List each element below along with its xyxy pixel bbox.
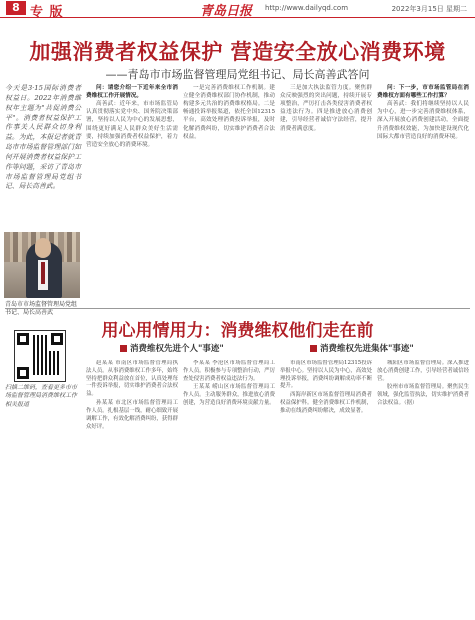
paragraph: 李某某 李沧区市场监督管理局工作人员。积极参与专项整治行动，严厉查处侵害消费者权益违法行为。 (183, 360, 275, 382)
interview-body (86, 84, 470, 306)
person-face (35, 238, 51, 258)
individuals-label-text: 消费维权先进个人"事迹" (130, 344, 224, 354)
page-number: 8 (6, 1, 26, 15)
paragraph: 市南区市场监督管理局12315投诉举报中心。坚持以人民为中心，高效处理投诉举报，消费纠纷调解成功率不断提升。 (280, 360, 372, 390)
qr-finder (17, 333, 29, 345)
collectives-section-label (310, 342, 414, 354)
intro-text: 今天是3·15国际消费者权益日。2022年消费维权年主题为"共促消费公平"。消费者权益保护工作事关人民群众切身利益。为此，本报记者就青岛市市场监督管理部门如何开展消费者权益保护工作等问题，采访了青岛市市场监督管理局党组书记、局长高善武。 (5, 84, 81, 191)
individuals-section-label (120, 342, 224, 354)
person-tie (41, 262, 45, 284)
qr-modules (49, 351, 61, 375)
issue-date: 2022年3月15日 星期二 (391, 5, 467, 13)
paragraph: 高善武：近年来，市市场监管局认真贯彻落实党中央、国务院决策部署，坚持以人民为中心的发展思想，围绕更好满足人民群众美好生活需要，持续加强消费者权益保护，着力营造安全放心的消费环境。 (86, 101, 178, 148)
site-url[interactable]: http://www.dailyqd.com (265, 4, 349, 12)
paragraph: 问：请您介绍一下近年来全市消费维权工作开展情况。 (86, 85, 178, 100)
lower-column-3 (280, 360, 372, 616)
qr-code[interactable] (14, 330, 66, 382)
portrait-photo (4, 232, 80, 298)
paragraph: 胶州市市场监督管理局。聚焦民生领域，强化监管执法，切实维护消费者合法权益。（据） (377, 384, 469, 407)
square-bullet-icon (310, 345, 317, 352)
article-column-3 (280, 84, 372, 306)
paragraph: 西海岸新区市场监督管理局消费者权益保护科。健全消费维权工作机制，推动在线消费纠纷解决，成效显著。 (280, 392, 372, 414)
lower-column-1 (86, 360, 178, 616)
article-column-1 (86, 84, 178, 306)
collectives-label-text: 消费维权先进集体"事迹" (320, 344, 414, 354)
intro-box (5, 84, 81, 228)
page-header (0, 0, 475, 18)
lower-column-4 (377, 360, 469, 616)
lower-column-2 (183, 360, 275, 616)
sub-headline: ——青岛市市场监督管理局党组书记、局长高善武答问 (105, 68, 370, 81)
paragraph: 孙某某 市北区市场监督管理局工作人员。扎根基层一线，耐心细致开展调解工作，有效化解消费纠纷，获得群众好评。 (86, 400, 178, 430)
paragraph: 赵某某 市南区市场监督管理局执法人员。从事消费维权工作多年，始终坚持把群众利益放在首位，认真处理每一件投诉举报，切实维护消费者合法权益。 (86, 360, 178, 398)
article-column-4 (377, 84, 469, 306)
paragraph: 三是加大执法监管力度。聚焦群众反映强烈的突出问题，持续开展专项整治，严厉打击各类侵害消费者权益违法行为。四是推进放心消费创建，引导经营者诚信守法经营，提升消费者满意度。 (280, 85, 372, 132)
paragraph: 高善武：我们将继续坚持以人民为中心，进一步完善消费维权体系，深入开展放心消费创建活动，全面提升消费维权效能，为加快建设现代化国际大都市营造良好的消费环境。 (377, 101, 469, 140)
section2-headline: 用心用情用力：消费维权他们走在前 (101, 321, 374, 341)
masthead: 青岛日报 (200, 4, 253, 19)
article-column-2 (183, 84, 275, 306)
qr-modules (33, 335, 47, 375)
paragraph: 王某某 崂山区市场监督管理局工作人员。主动服务群众，推进放心消费创建，为营造良好消费环境贡献力量。 (183, 384, 275, 407)
paragraph: 一是完善消费维权工作机制。建立健全消费维权部门协作机制，推动构建多元共治的消费维权格局。二是畅通投诉举报渠道，依托全国12315平台，高效处理消费投诉举报，及时化解消费纠纷，切实维护消费者合法权益。 (183, 85, 275, 140)
main-headline: 加强消费者权益保护 营造安全放心消费环境 (29, 39, 446, 64)
square-bullet-icon (120, 345, 127, 352)
paragraph: 问：下一步，市市场监管局在消费维权方面有哪些工作打算？ (377, 85, 469, 100)
qr-note: 扫描二维码，查看更多市市场监督管理局消费维权工作相关报道 (5, 384, 78, 408)
photo-caption: 青岛市市场监督管理局党组书记、局长高善武 (5, 301, 78, 316)
section-label: 专 版 (30, 5, 64, 20)
paragraph: 城阳区市场监督管理局。深入推进放心消费创建工作，引导经营者诚信经营。 (377, 360, 469, 382)
qr-finder (17, 367, 29, 379)
section-divider (5, 308, 470, 309)
qr-finder (51, 333, 63, 345)
